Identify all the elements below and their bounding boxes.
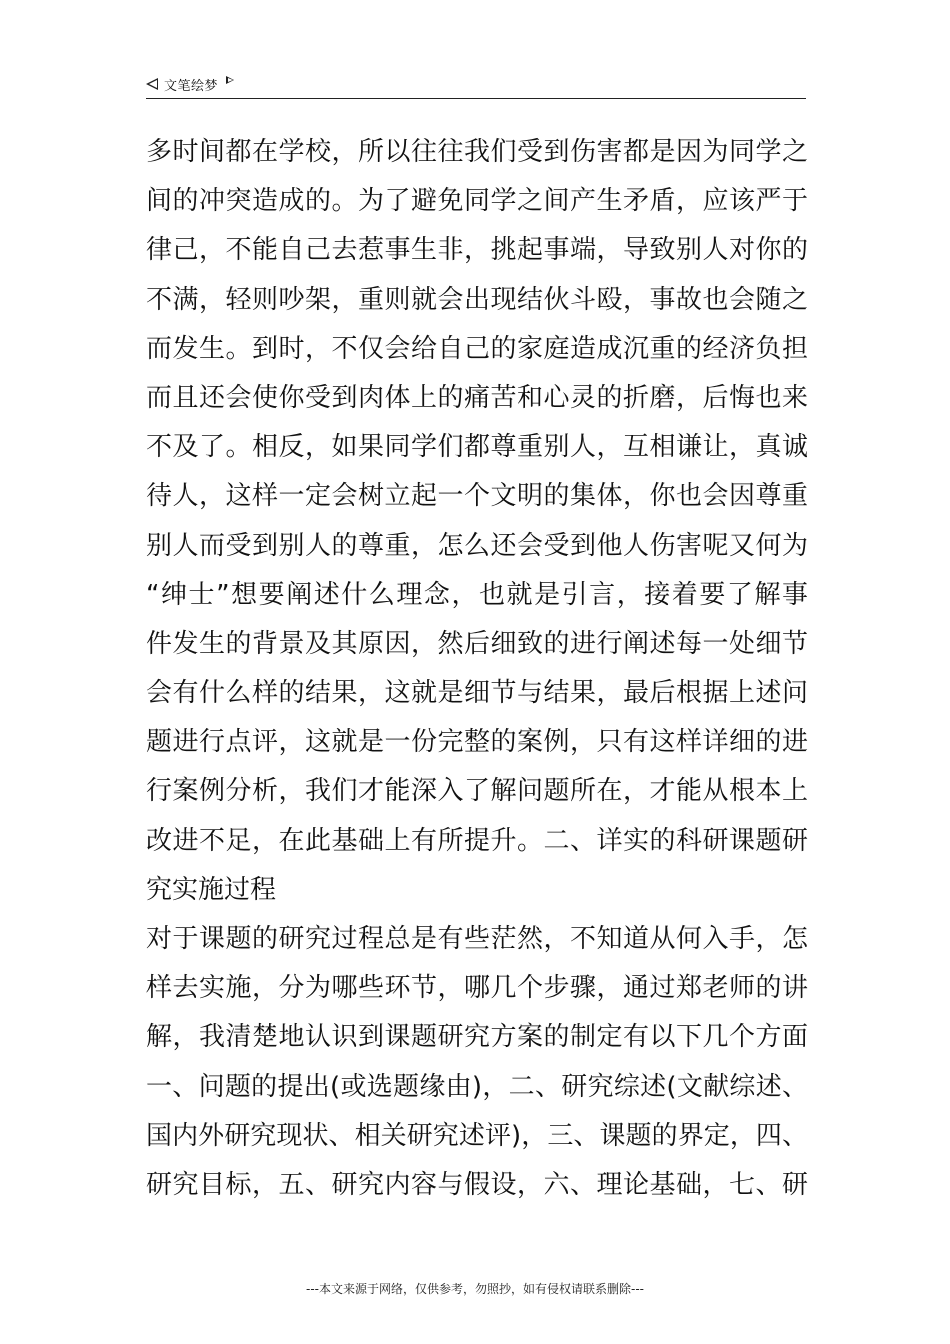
text-line: 对于课题的研究过程总是有些茫然，不知道从何入手，怎 <box>146 924 808 954</box>
text-line: 行案例分析，我们才能深入了解问题所在，才能从根本上 <box>146 776 808 807</box>
text-line: 不及了。相反，如果同学们都尊重别人，互相谦让，真诚 <box>146 432 808 463</box>
document-body <box>146 128 808 1210</box>
text-line: 而发生。到时，不仅会给自己的家庭造成沉重的经济负担 <box>146 333 808 364</box>
text-line: 改进不足，在此基础上有所提升。二、详实的科研课题研 <box>146 825 808 856</box>
text-line: 题进行点评，这就是一份完整的案例，只有这样详细的进 <box>146 727 808 758</box>
text-line: “绅士”想要阐述什么理念，也就是引言，接着要了解事 <box>146 579 808 610</box>
text-line: 样去实施，分为哪些环节，哪几个步骤，通过郑老师的讲 <box>146 973 808 1004</box>
text-line: 研究目标，五、研究内容与假设，六、理论基础，七、研 <box>146 1169 808 1200</box>
text-line: 解，我清楚地认识到课题研究方案的制定有以下几个方面 <box>146 1022 808 1053</box>
text-line: 别人而受到别人的尊重，怎么还会受到他人伤害呢又何为 <box>146 530 808 561</box>
text-line: 件发生的背景及其原因，然后细致的进行阐述每一处细节 <box>146 628 808 659</box>
triangle-right-icon <box>226 76 234 84</box>
text-line: 不满，轻则吵架，重则就会出现结伙斗殴，事故也会随之 <box>146 284 808 315</box>
text-line: 一、问题的提出(或选题缘由)，二、研究综述(文献综述、 <box>146 1071 808 1102</box>
text-line: 多时间都在学校，所以往往我们受到伤害都是因为同学之 <box>146 137 808 167</box>
text-line: 律己，不能自己去惹事生非，挑起事端，导致别人对你的 <box>146 235 808 266</box>
header-bar <box>146 72 806 96</box>
text-line: 而且还会使你受到肉体上的痛苦和心灵的折磨，后悔也来 <box>146 382 808 413</box>
text-line: 间的冲突造成的。为了避免同学之间产生矛盾，应该严于 <box>146 186 808 217</box>
page-header <box>146 72 806 99</box>
text-line: 国内外研究现状、相关研究述评)，三、课题的界定，四、 <box>146 1120 808 1151</box>
text-line: 待人，这样一定会树立起一个文明的集体，你也会因尊重 <box>146 481 808 512</box>
header-title: 文笔绘梦 <box>164 78 219 94</box>
text-line: 会有什么样的结果，这就是细节与结果，最后根据上述问 <box>146 678 808 709</box>
triangle-left-icon <box>146 78 158 90</box>
footer-disclaimer: ---本文来源于网络，仅供参考，勿照抄，如有侵权请联系删除--- <box>306 1282 644 1296</box>
text-line: 究实施过程 <box>146 874 277 905</box>
